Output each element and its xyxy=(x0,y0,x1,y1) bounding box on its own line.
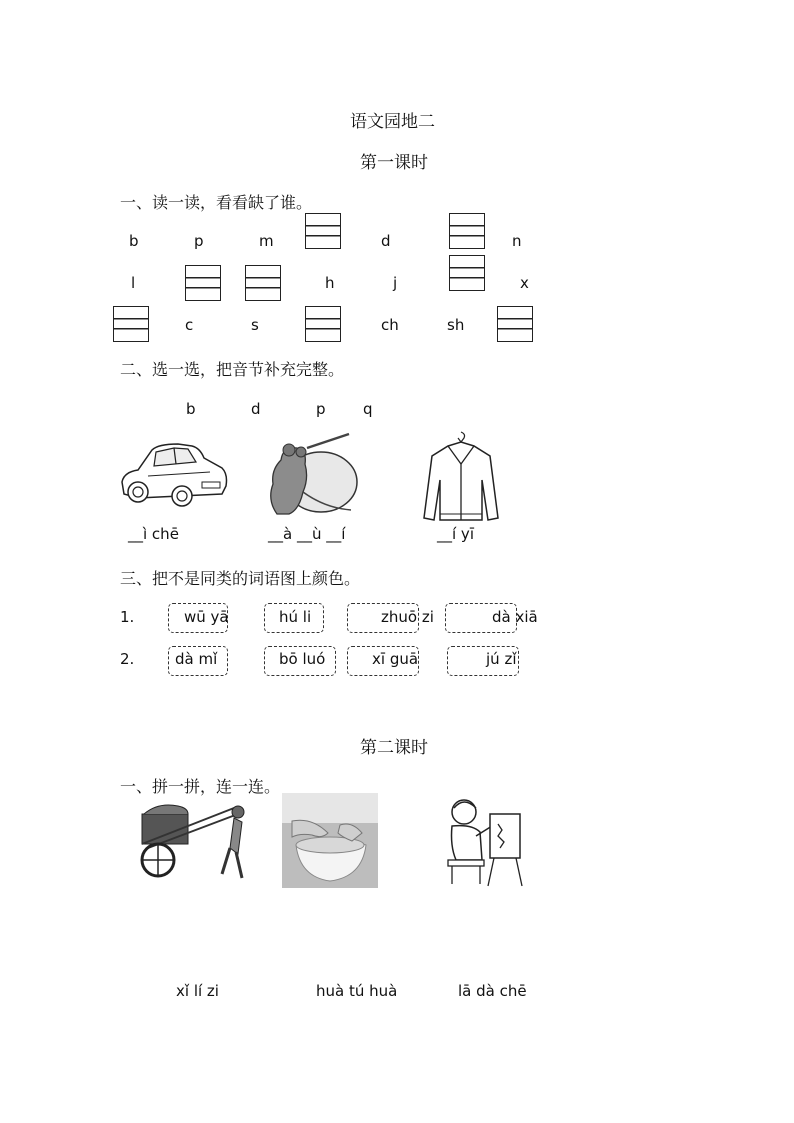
pinyin-letter: h xyxy=(325,274,335,292)
lesson1-q2-heading: 二、选一选，把音节补充完整。 xyxy=(120,360,345,379)
pinyin-letter: l xyxy=(131,274,136,292)
answer-syllable: __ì chē xyxy=(128,525,179,543)
pinyin-letter: sh xyxy=(447,316,465,334)
lesson1-q1-heading: 一、读一读，看看缺了谁。 xyxy=(120,193,313,212)
child-drawing-image xyxy=(442,796,526,888)
lesson2-q1-heading: 一、拼一拼，连一连。 xyxy=(120,777,281,796)
pinyin-word: bō luó xyxy=(279,650,326,668)
four-line-grid-blank[interactable] xyxy=(185,265,221,301)
option-letter: b xyxy=(186,400,196,418)
mouse-radish-image xyxy=(263,430,359,518)
pinyin-letter: ch xyxy=(381,316,399,334)
pinyin-letter: d xyxy=(381,232,391,250)
pinyin-letter: b xyxy=(129,232,139,250)
lesson1-q3-heading: 三、把不是同类的词语图上颜色。 xyxy=(120,569,361,588)
pinyin-word: wū yā xyxy=(184,608,229,626)
cart-pulling-image xyxy=(138,798,252,884)
option-letter: p xyxy=(316,400,326,418)
pinyin-word: jú zǐ xyxy=(486,650,517,668)
four-line-grid-blank[interactable] xyxy=(113,306,149,342)
pinyin-word: dà mǐ xyxy=(175,650,218,668)
pinyin-word: lā dà chē xyxy=(458,982,527,1000)
four-line-grid-blank[interactable] xyxy=(245,265,281,301)
four-line-grid-blank[interactable] xyxy=(305,213,341,249)
pinyin-letter: m xyxy=(259,232,274,250)
pinyin-word: dà xiā xyxy=(492,608,538,626)
pinyin-letter: n xyxy=(512,232,522,250)
answer-syllable: __í yī xyxy=(437,525,474,543)
pinyin-letter: p xyxy=(194,232,204,250)
pinyin-word: xī guā xyxy=(372,650,419,668)
row-number: 1. xyxy=(120,608,135,626)
washing-pears-image xyxy=(282,793,378,888)
pinyin-word: zhuō zi xyxy=(381,608,434,626)
option-letter: d xyxy=(251,400,261,418)
lesson2-title: 第二课时 xyxy=(360,738,428,758)
option-letter: q xyxy=(363,400,373,418)
four-line-grid-blank[interactable] xyxy=(305,306,341,342)
lesson1-title: 第一课时 xyxy=(360,153,428,173)
jacket-image xyxy=(420,430,502,526)
page-title: 语文园地二 xyxy=(350,112,435,132)
row-number: 2. xyxy=(120,650,135,668)
pinyin-letter: x xyxy=(520,274,529,292)
four-line-grid-blank[interactable] xyxy=(497,306,533,342)
pinyin-word: huà tú huà xyxy=(316,982,398,1000)
pinyin-letter: j xyxy=(393,274,398,292)
pinyin-letter: s xyxy=(251,316,259,334)
pinyin-word: hú li xyxy=(279,608,312,626)
pinyin-word: xǐ lí zi xyxy=(176,982,219,1000)
four-line-grid-blank[interactable] xyxy=(449,213,485,249)
pinyin-letter: c xyxy=(185,316,194,334)
car-image xyxy=(118,436,230,512)
four-line-grid-blank[interactable] xyxy=(449,255,485,291)
answer-syllable: __à __ù __í xyxy=(268,525,346,543)
